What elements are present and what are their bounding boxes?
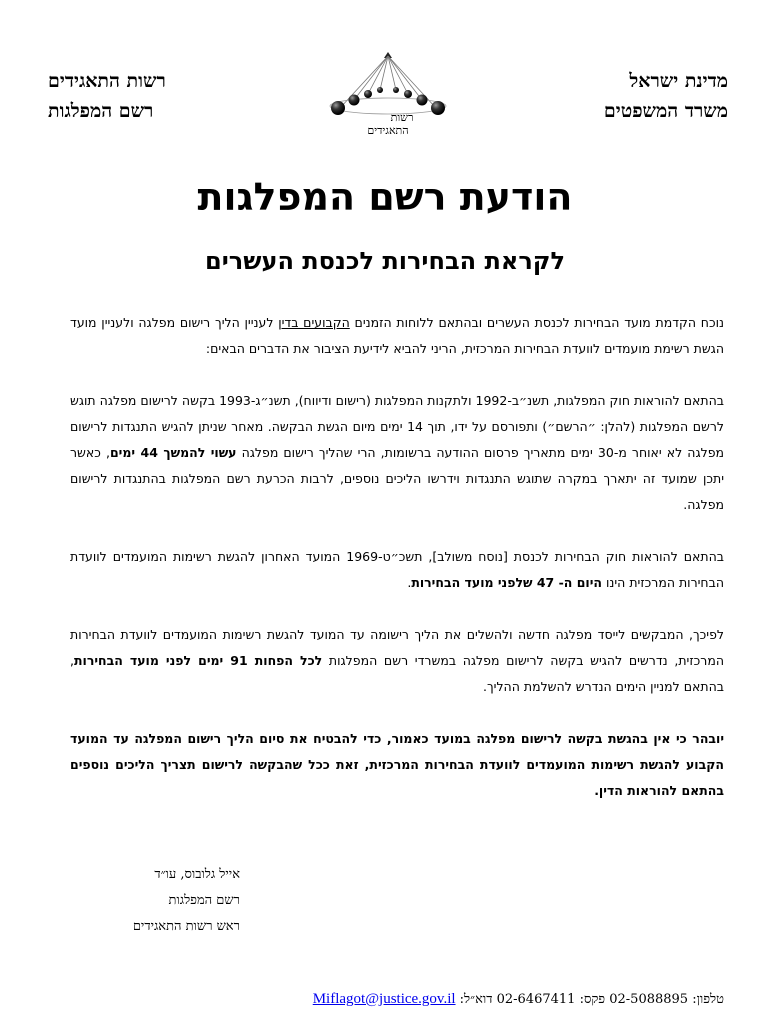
- notice-body: [70, 310, 724, 830]
- state-name: מדינת ישראל: [629, 70, 728, 92]
- underlined-phrase: הקבועים בדין: [278, 315, 350, 330]
- page-subtitle: לקראת הבחירות לכנסת העשרים: [205, 247, 565, 275]
- signatory-role: רשם המפלגות: [168, 893, 240, 908]
- paragraph-deadline: בהתאם להוראות חוק הבחירות לכנסת [נוסח משולב], תשכ״ט-1969 המועד האחרון להגשת רשימות המועמדים לוועדת הבחירות המרכזית הינו היום ה- 47 שלפני מועד הבחירות.: [70, 549, 724, 590]
- corporations-authority-logo: [318, 50, 458, 140]
- paragraph-clarification: יובהר כי אין בהגשת בקשה לרישום מפלגה במועד כאמור, כדי להבטיח את סיום הליך רישום המפלגה עד המועד הקבוע להגשת רשימות המועמדים לוועדת הבחירות המרכזית, זאת ככל שהבקשה לרישום תצריך הליכים נוספים בהתאם להוראות הדין.: [70, 731, 724, 798]
- page-title: הודעת רשם המפלגות: [197, 175, 573, 219]
- signatory-name: אייל גלובוס, עו״ד: [154, 867, 240, 882]
- authority-name: רשות התאגידים: [48, 70, 166, 92]
- registration-duration: עשוי להמשך 44 ימים: [109, 445, 237, 460]
- logo-text-line1: רשות: [390, 111, 414, 124]
- ministry-header: [528, 66, 728, 126]
- list-deadline: היום ה- 47 שלפני מועד הבחירות: [411, 575, 602, 590]
- paragraph-intro: נוכח הקדמת מועד הבחירות לכנסת העשרים ובהתאם ללוחות הזמנים הקבועים בדין לעניין הליך רישום מפלגה ולעניין מועד הגשת רשימת מועמדים לוועדת הבחירות המרכזית, הריני להביא לידיעת הציבור את הדברים הבאים:: [70, 315, 724, 356]
- authority-header: [48, 66, 248, 126]
- paragraph-therefore: לפיכך, המבקשים לייסד מפלגה חדשה ולהשלים את הליך רישומה עד המועד להגשת רשימות המועמדים לוועדת הבחירות המרכזית, נדרשים להגיש בקשה לרישום מפלגה במשרדי רשם המפלגות לכל הפחות 91 ימים לפני מועד הבחירות, בהתאם למניין הימים הנדרש להשלמת ההליך.: [70, 627, 724, 694]
- signature-block: [60, 862, 240, 940]
- registrar-name: רשם המפלגות: [48, 100, 154, 122]
- paragraph-registration: בהתאם להוראות חוק המפלגות, תשנ״ב-1992 ולתקנות המפלגות (רישום ודיווח), תשנ״ג-1993 בקשה לרישום מפלגה תוגש לרשם המפלגות (להלן: ״הרשם״) ותפורסם על ידו, תוך 14 ימים מיום הגשת הבקשה. מאחר שניתן להגיש התנגדות לרישום מפלגה לא יאוחר מ-30 ימים מתאריך פרסום ההודעה ברשומות, הרי שהליך רישום מפלגה עשוי להמשך 44 ימים, כאשר יתכן שמועד זה יתארך במקרה שתוגש התנגדות וידרשו הליכים נוספים, לרבות הכרעת רשם המפלגות בהתנגדות לרישום מפלגה.: [70, 393, 725, 512]
- submission-deadline: לכל הפחות 91 ימים לפני מועד הבחירות: [73, 653, 323, 668]
- contact-footer: [70, 988, 724, 1011]
- email-link[interactable]: Miflagot@justice.gov.il: [312, 991, 456, 1007]
- logo-text-line2: התאגידים: [367, 124, 409, 137]
- contact-numbers: טלפון: 02-5088895 פקס: 02-6467411 דוא״ל:: [455, 992, 724, 1007]
- ministry-name: משרד המשפטים: [603, 100, 728, 122]
- signatory-role-2: ראש רשות התאגידים: [132, 919, 240, 934]
